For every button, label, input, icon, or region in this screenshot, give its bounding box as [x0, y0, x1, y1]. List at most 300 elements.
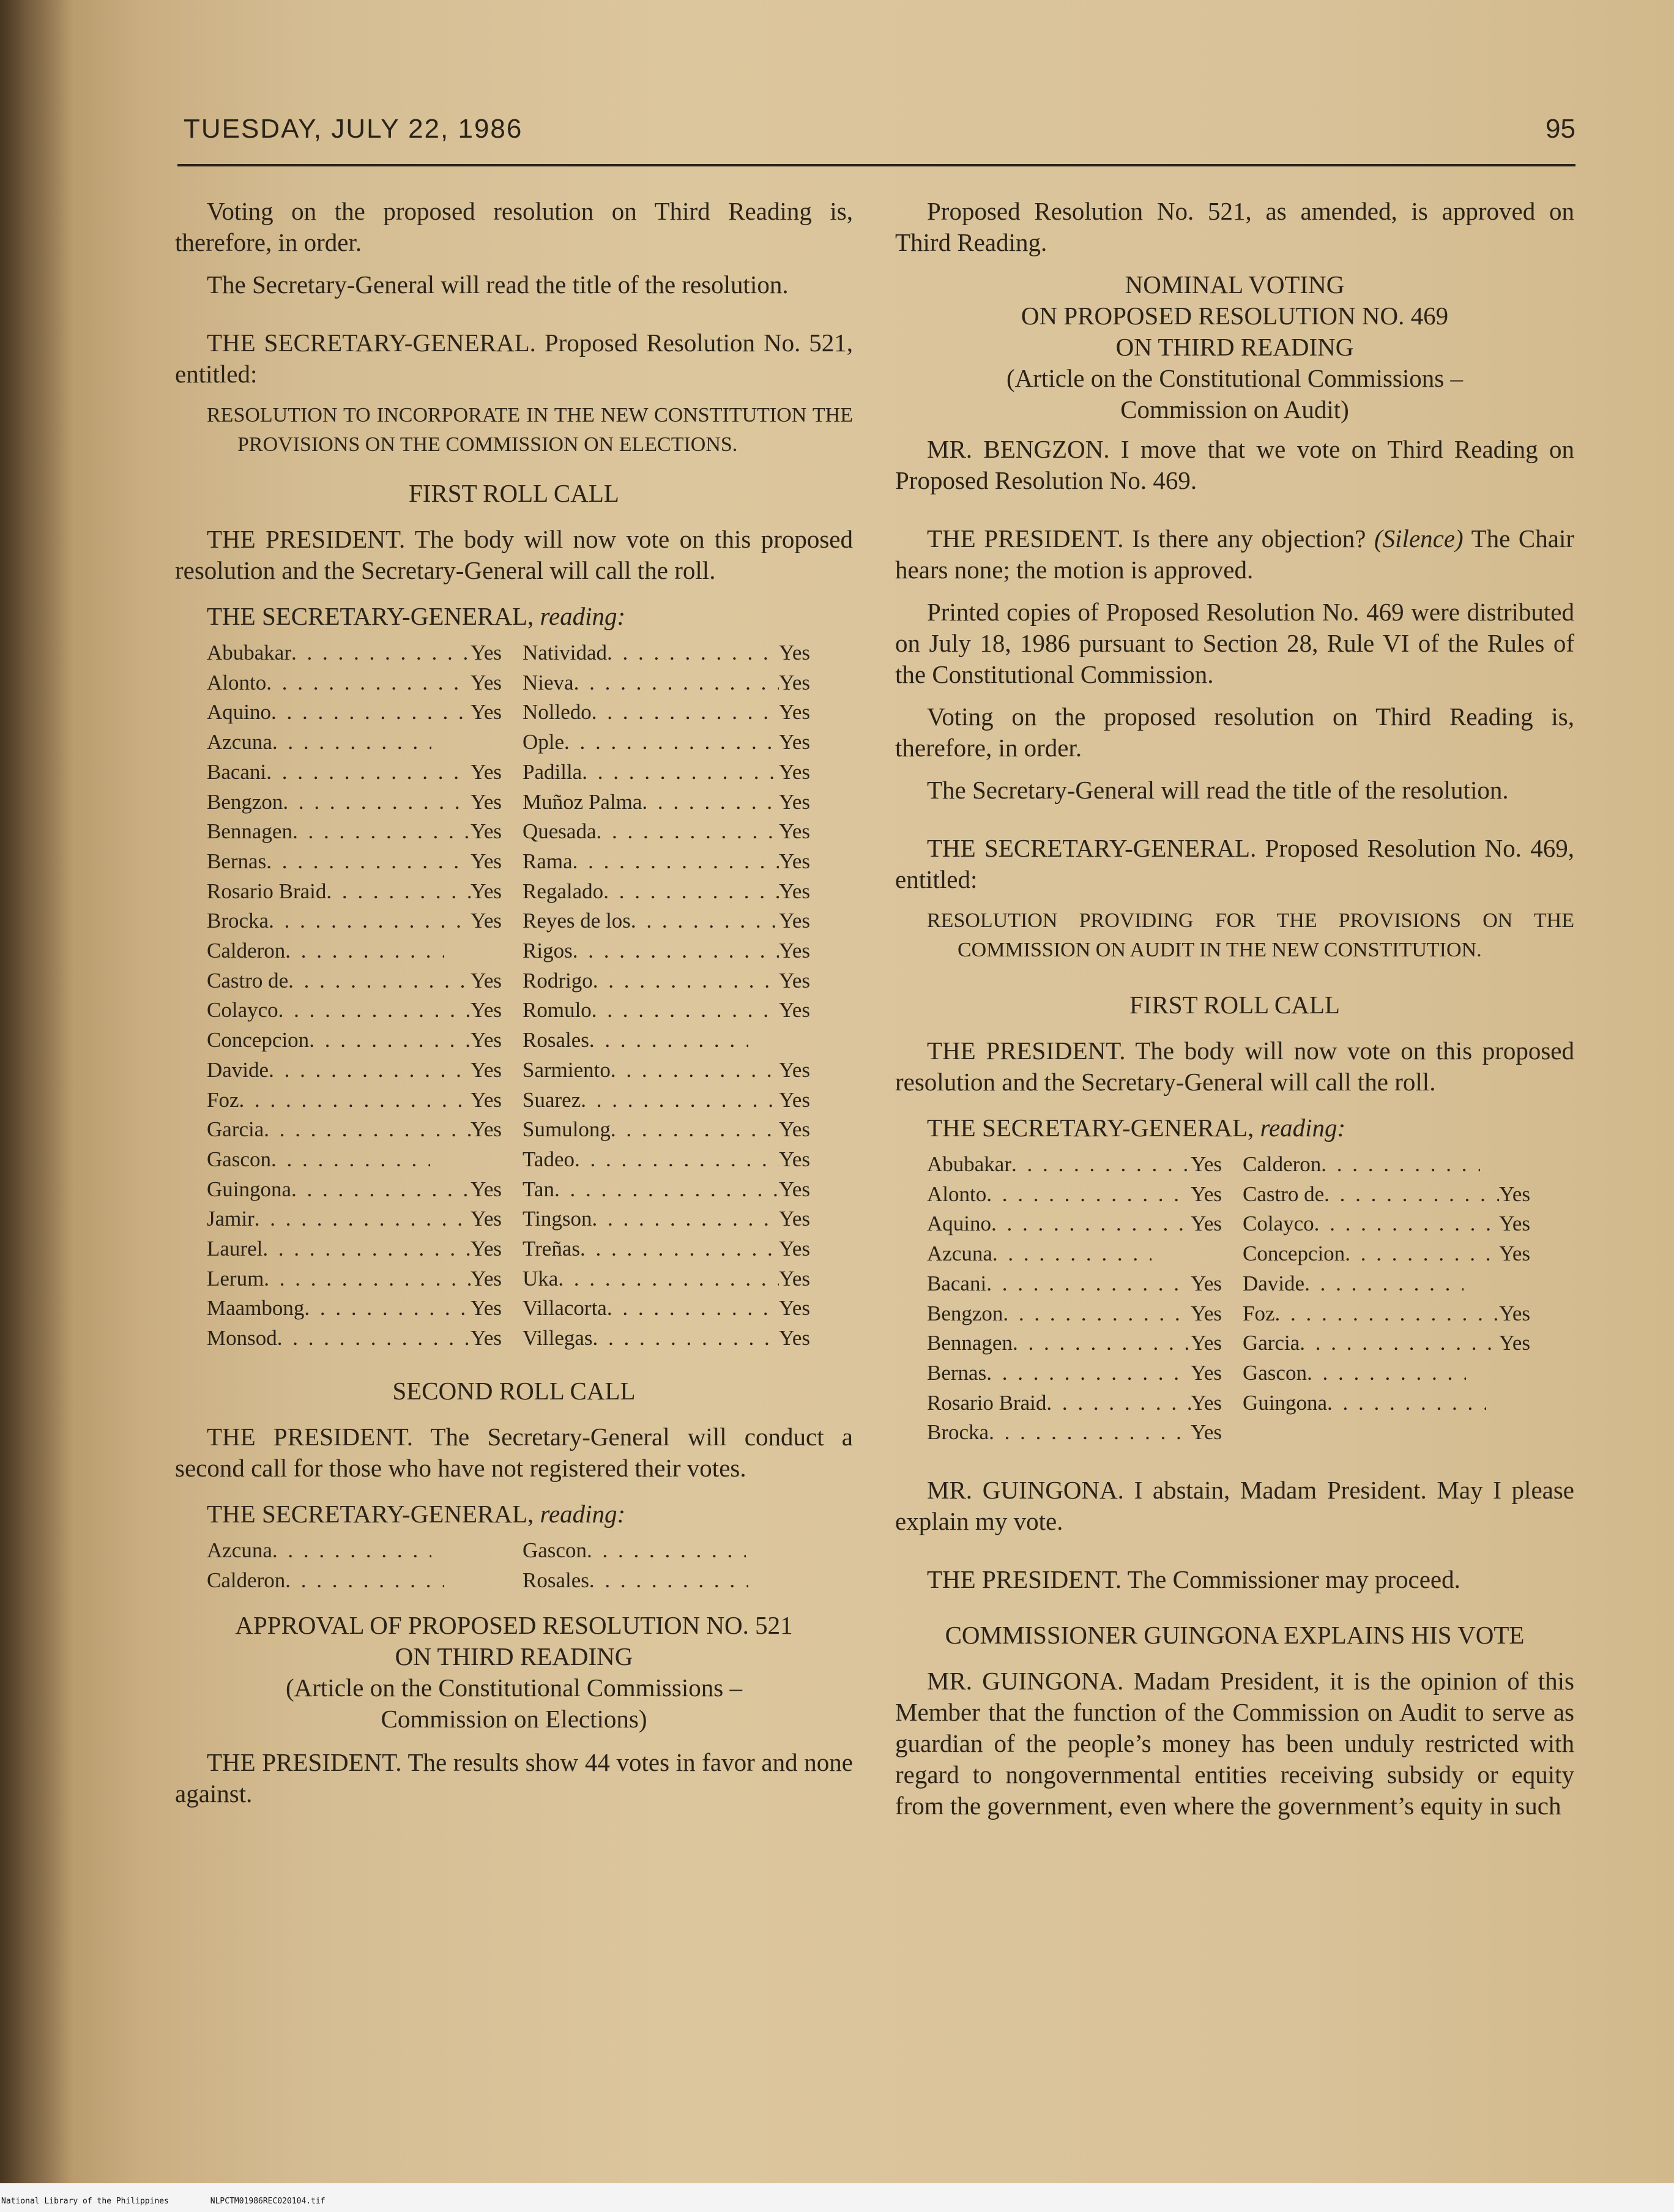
roll-entry [207, 1294, 502, 1324]
member-name: Rosario Braid [207, 879, 327, 903]
right-column [895, 196, 1574, 1833]
roll-entry [523, 847, 810, 877]
leader-dots [554, 1175, 779, 1205]
paragraph: THE SECRETARY-GENERAL. Proposed Resolution No. 521, entitled: [175, 329, 853, 388]
vote-value: Yes [471, 789, 502, 814]
member-name: Colayco [1243, 1212, 1314, 1236]
vote-value: Yes [1499, 1242, 1530, 1266]
paragraph: THE PRESIDENT. The body will now vote on this proposed resolution and the Secretary-General will call the roll. [175, 525, 853, 584]
leader-dots [285, 936, 444, 966]
leader-dots [603, 877, 779, 907]
member-name: Bernas [207, 849, 267, 873]
member-name: Concepcion [1243, 1242, 1345, 1266]
paragraph: Proposed Resolution No. 521, as amended, is approved on Third Reading. [895, 197, 1574, 256]
leader-dots [266, 847, 471, 877]
leader-dots [264, 1264, 471, 1294]
member-name: Nolledo [523, 700, 592, 724]
leader-dots [574, 668, 779, 698]
paragraph: THE PRESIDENT. The body will now vote on this proposed resolution and the Secretary-General will call the roll. [895, 1037, 1574, 1096]
paragraph: Voting on the proposed resolution on Third Reading is, therefore, in order. [895, 702, 1574, 762]
member-name: Aquino [207, 700, 271, 724]
member-name: Ople [523, 730, 565, 754]
roll-entry [207, 1056, 502, 1086]
vote-value: Yes [471, 1296, 502, 1320]
reading-speaker: THE SECRETARY-GENERAL, [927, 1114, 1254, 1142]
member-name: Villegas [523, 1326, 593, 1350]
reading-word: reading: [540, 1499, 626, 1528]
member-name: Azcuna [207, 730, 272, 754]
member-name: Bengzon [207, 789, 283, 814]
vote-value: Yes [1499, 1182, 1530, 1206]
roll-entry [523, 966, 810, 996]
leader-dots [269, 906, 471, 936]
leader-dots [592, 1204, 779, 1234]
leader-dots [1327, 1388, 1486, 1418]
roll-entry [207, 1536, 502, 1566]
roll-entry [927, 1388, 1222, 1418]
vote-value: Yes [779, 1266, 810, 1290]
leader-dots [989, 1418, 1191, 1448]
member-name: Regalado [523, 879, 604, 903]
reading-word: reading: [540, 602, 626, 630]
member-name: Rosales [523, 1568, 589, 1592]
roll-entry [523, 877, 810, 907]
member-name: Reyes de los [523, 909, 631, 933]
vote-value: Yes [1191, 1271, 1222, 1295]
leader-dots [277, 1324, 471, 1354]
leader-dots [309, 1026, 471, 1056]
vote-value: Yes [1191, 1420, 1222, 1445]
roll-entry [207, 966, 502, 996]
vote-value: Yes [471, 1028, 502, 1052]
vote-value: Yes [1191, 1331, 1222, 1355]
member-name: Calderon [207, 939, 286, 963]
vote-value: Yes [779, 1087, 810, 1112]
vote-value: Yes [779, 670, 810, 695]
roll-entry [927, 1209, 1222, 1239]
member-name: Davide [1243, 1271, 1305, 1295]
silence-note: (Silence) [1374, 524, 1464, 553]
leader-dots [558, 1264, 779, 1294]
approval-subheading: (Article on the Constitutional Commissions – [286, 1674, 742, 1702]
roll-entry [927, 1358, 1222, 1388]
member-name: Bacani [207, 759, 267, 784]
roll-entry [523, 1204, 810, 1234]
roll-entry [523, 817, 810, 847]
member-name: Castro de [207, 968, 289, 992]
roll-entry [207, 1145, 502, 1175]
leader-dots [271, 698, 471, 728]
member-name: Davide [207, 1057, 269, 1082]
paragraph: MR. GUINGONA. Madam President, it is the opinion of this Member that the function of the Commission on Audit to serve as guardian of the people’s money has been unduly restricted with regard to nongovernmental entities receiving subsidy or equity from the government, even where the government’s equity in such [895, 1667, 1574, 1820]
member-name: Alonto [927, 1182, 987, 1206]
nominal-heading: NOMINAL VOTING [1125, 270, 1345, 299]
leader-dots [589, 1566, 748, 1596]
leader-dots [986, 1180, 1191, 1210]
leader-dots [986, 1269, 1191, 1299]
member-name: Garcia [207, 1117, 264, 1142]
roll-entry [523, 996, 810, 1026]
leader-dots [1304, 1269, 1464, 1299]
roll-entry [1243, 1269, 1530, 1299]
roll-entry [523, 1566, 810, 1596]
roll-entry [207, 1204, 502, 1234]
roll-entry [1243, 1388, 1530, 1418]
vote-value: Yes [471, 1207, 502, 1231]
roll-entry [523, 1264, 810, 1294]
vote-value: Yes [1499, 1331, 1530, 1355]
leader-dots [1300, 1328, 1499, 1358]
leader-dots [580, 1234, 779, 1264]
roll-entry [207, 1175, 502, 1205]
roll-entry [207, 698, 502, 728]
leader-dots [592, 996, 779, 1026]
reading-speaker: THE SECRETARY-GENERAL, [207, 602, 534, 630]
leader-dots [1345, 1239, 1499, 1269]
roll-entry [523, 1145, 810, 1175]
roll-entry [523, 936, 810, 966]
roll-entry [523, 1115, 810, 1145]
leader-dots [272, 728, 431, 758]
leader-dots [1321, 1150, 1480, 1180]
leader-dots [266, 758, 471, 788]
roll-entry [207, 817, 502, 847]
leader-dots [266, 668, 471, 698]
roll-entry [1243, 1239, 1530, 1269]
leader-dots [255, 1204, 471, 1234]
leader-dots [564, 728, 779, 758]
member-name: Jamir [207, 1207, 255, 1231]
vote-value: Yes [779, 998, 810, 1022]
paragraph: The Secretary-General will read the title of the resolution. [927, 776, 1509, 804]
leader-dots [597, 817, 779, 847]
member-name: Tan [523, 1177, 554, 1201]
roll-entry [523, 1324, 810, 1354]
roll-entry [207, 1026, 502, 1056]
member-name: Azcuna [927, 1242, 992, 1266]
roll-entry [523, 1056, 810, 1086]
reading-line [207, 601, 853, 632]
vote-value: Yes [1191, 1182, 1222, 1206]
roll-entry [207, 1324, 502, 1354]
member-name: Rodrigo [523, 968, 593, 992]
roll-entry [523, 788, 810, 817]
leader-dots [593, 966, 779, 996]
member-name: Suarez [523, 1087, 581, 1112]
paragraph: MR. GUINGONA. I abstain, Madam President. May I please explain my vote. [895, 1476, 1574, 1536]
roll-entry [207, 668, 502, 698]
roll-entry [207, 728, 502, 758]
member-name: Aquino [927, 1212, 991, 1236]
roll-entry [207, 1264, 502, 1294]
president-question: THE PRESIDENT. Is there any objection? [927, 524, 1366, 553]
roll-entry [207, 788, 502, 817]
roll-column [523, 638, 810, 1354]
vote-value: Yes [471, 819, 502, 844]
vote-value: Yes [471, 998, 502, 1022]
member-name: Castro de [1243, 1182, 1325, 1206]
header-date: TUESDAY, JULY 22, 1986 [184, 114, 523, 144]
roll-column [1243, 1150, 1530, 1448]
leader-dots [575, 1145, 779, 1175]
page-number: 95 [1546, 114, 1575, 144]
leader-dots [292, 817, 471, 847]
member-name: Brocka [927, 1420, 989, 1445]
roll-entry [523, 906, 810, 936]
member-name: Bacani [927, 1271, 987, 1295]
member-name: Bernas [927, 1360, 987, 1385]
member-name: Natividad [523, 641, 608, 665]
roll-entry [1243, 1358, 1530, 1388]
member-name: Lerum [207, 1266, 264, 1290]
member-name: Garcia [1243, 1331, 1300, 1355]
section-heading: FIRST ROLL CALL [409, 479, 619, 507]
member-name: Rigos [523, 939, 573, 963]
vote-value: Yes [779, 1057, 810, 1082]
member-name: Maambong [207, 1296, 305, 1320]
vote-value: Yes [471, 879, 502, 903]
vote-value: Yes [779, 1326, 810, 1350]
vote-value: Yes [471, 968, 502, 992]
book-spine-shadow [0, 0, 73, 2183]
vote-value: Yes [779, 730, 810, 754]
paragraph: THE PRESIDENT. The Commissioner may proceed. [927, 1565, 1460, 1594]
member-name: Romulo [523, 998, 592, 1022]
roll-call-2 [207, 1536, 853, 1595]
vote-value: Yes [471, 1087, 502, 1112]
roll-column [207, 1536, 523, 1595]
member-name: Azcuna [207, 1538, 272, 1562]
vote-value: Yes [779, 1237, 810, 1261]
leader-dots [1046, 1388, 1191, 1418]
roll-entry [523, 728, 810, 758]
roll-entry [523, 668, 810, 698]
roll-entry [207, 936, 502, 966]
vote-value: Yes [1191, 1390, 1222, 1415]
leader-dots [1314, 1209, 1499, 1239]
reading-line [927, 1112, 1574, 1144]
approval-heading: APPROVAL OF PROPOSED RESOLUTION NO. 521 [235, 1611, 793, 1640]
member-name: Alonto [207, 670, 267, 695]
vote-value: Yes [1191, 1301, 1222, 1325]
roll-entry [207, 758, 502, 788]
member-name: Padilla [523, 759, 582, 784]
roll-entry [1243, 1150, 1530, 1180]
roll-entry [927, 1418, 1222, 1448]
leader-dots [269, 1056, 471, 1086]
member-name: Bennagen [927, 1331, 1013, 1355]
roll-entry [523, 1086, 810, 1115]
member-name: Abubakar [927, 1152, 1012, 1176]
roll-call-469 [927, 1150, 1574, 1448]
vote-value: Yes [779, 968, 810, 992]
roll-entry [927, 1150, 1222, 1180]
leader-dots [1307, 1358, 1466, 1388]
member-name: Tingson [523, 1207, 592, 1231]
member-name: Uka [523, 1266, 559, 1290]
vote-value: Yes [1191, 1152, 1222, 1176]
vote-value: Yes [471, 1177, 502, 1201]
nominal-heading: ON PROPOSED RESOLUTION NO. 469 [1021, 302, 1449, 330]
member-name: Rama [523, 849, 573, 873]
roll-entry [207, 1234, 502, 1264]
leader-dots [593, 1324, 779, 1354]
paragraph: THE PRESIDENT. The Secretary-General will conduct a second call for those who have not registered their votes. [175, 1422, 853, 1482]
reading-word: reading: [1260, 1114, 1346, 1142]
leader-dots [581, 1086, 779, 1115]
vote-value: Yes [779, 1147, 810, 1171]
member-name: Concepcion [207, 1028, 310, 1052]
member-name: Sumulong [523, 1117, 611, 1142]
member-name: Sarmiento [523, 1057, 611, 1082]
roll-entry [523, 1234, 810, 1264]
roll-entry [1243, 1209, 1530, 1239]
vote-value: Yes [471, 1237, 502, 1261]
member-name: Treñas [523, 1237, 580, 1261]
leader-dots [278, 996, 471, 1026]
reading-line [207, 1499, 853, 1530]
header-rule [177, 164, 1575, 166]
vote-value: Yes [471, 1117, 502, 1142]
leader-dots [607, 1294, 779, 1324]
paragraph: The Secretary-General will read the title of the resolution. [207, 270, 789, 299]
member-name: Tadeo [523, 1147, 575, 1171]
vote-value: Yes [471, 849, 502, 873]
leader-dots [573, 936, 779, 966]
member-name: Guingona [1243, 1390, 1328, 1415]
member-name: Foz [207, 1087, 239, 1112]
member-name: Monsod [207, 1326, 277, 1350]
vote-value: Yes [471, 700, 502, 724]
roll-entry [207, 1566, 502, 1596]
vote-value: Yes [471, 1326, 502, 1350]
member-name: Rosario Braid [927, 1390, 1047, 1415]
paragraph: THE SECRETARY-GENERAL. Proposed Resolution No. 469, entitled: [895, 834, 1574, 893]
member-name: Bengzon [927, 1301, 1003, 1325]
member-name: Brocka [207, 909, 269, 933]
member-name: Calderon [207, 1568, 286, 1592]
leader-dots [1013, 1328, 1191, 1358]
vote-value: Yes [779, 819, 810, 844]
roll-entry [207, 906, 502, 936]
vote-value: Yes [779, 700, 810, 724]
leader-dots [1324, 1180, 1499, 1210]
vote-value: Yes [779, 1117, 810, 1142]
motion-approved: The Chair hears none; the motion is approved. [895, 524, 1575, 584]
roll-entry [1243, 1328, 1530, 1358]
roll-entry [1243, 1299, 1530, 1329]
vote-value: Yes [1191, 1360, 1222, 1385]
vote-value: Yes [1499, 1301, 1530, 1325]
file-name: NLPCTM01986REC020104.tif [210, 2197, 326, 2206]
paragraph: THE PRESIDENT. The results show 44 votes in favor and none against. [175, 1748, 853, 1808]
member-name: Laurel [207, 1237, 263, 1261]
member-name: Gascon [1243, 1360, 1307, 1385]
running-header [184, 114, 1575, 169]
leader-dots [991, 1209, 1191, 1239]
member-name: Bennagen [207, 819, 292, 844]
leader-dots [631, 906, 779, 936]
leader-dots [611, 1056, 779, 1086]
roll-column [523, 1536, 810, 1595]
vote-value: Yes [779, 849, 810, 873]
nominal-heading: ON THIRD READING [1115, 333, 1354, 361]
leader-dots [271, 1145, 430, 1175]
leader-dots [326, 877, 471, 907]
leader-dots [288, 966, 471, 996]
leader-dots [1003, 1299, 1191, 1329]
approval-heading: ON THIRD READING [395, 1642, 633, 1671]
member-name: Gascon [207, 1147, 271, 1171]
vote-value: Yes [779, 939, 810, 963]
vote-value: Yes [471, 759, 502, 784]
vote-value: Yes [471, 1057, 502, 1082]
paragraph: MR. BENGZON. I move that we vote on Third Reading on Proposed Resolution No. 469. [895, 435, 1574, 494]
vote-value: Yes [779, 759, 810, 784]
leader-dots [291, 1175, 471, 1205]
vote-value: Yes [779, 789, 810, 814]
paragraph: Voting on the proposed resolution on Third Reading is, therefore, in order. [175, 197, 853, 256]
roll-entry [207, 638, 502, 668]
roll-column [927, 1150, 1243, 1448]
scan-footer [1, 2197, 362, 2206]
approval-subheading: Commission on Elections) [381, 1705, 647, 1733]
vote-value: Yes [471, 1266, 502, 1290]
member-name: Calderon [1243, 1152, 1322, 1176]
vote-value: Yes [471, 641, 502, 665]
nominal-subheading: (Article on the Constitutional Commissions – [1006, 364, 1463, 392]
left-column [175, 196, 853, 1820]
roll-entry [523, 1026, 810, 1056]
member-name: Foz [1243, 1301, 1275, 1325]
member-name: Nieva [523, 670, 574, 695]
roll-column [207, 638, 523, 1354]
leader-dots [992, 1239, 1151, 1269]
member-name: Muñoz Palma [523, 789, 642, 814]
member-name: Villacorta [523, 1296, 607, 1320]
member-name: Guingona [207, 1177, 292, 1201]
member-name: Colayco [207, 998, 278, 1022]
leader-dots [304, 1294, 471, 1324]
vote-value: Yes [779, 641, 810, 665]
vote-value: Yes [779, 1207, 810, 1231]
nominal-subheading: Commission on Audit) [1120, 395, 1349, 423]
roll-entry [927, 1269, 1222, 1299]
leader-dots [285, 1566, 444, 1596]
resolution-title-521: RESOLUTION TO INCORPORATE IN THE NEW CONSTITUTION THE PROVISIONS ON THE COMMISSION ON ELECTIONS. [207, 404, 853, 456]
roll-entry [207, 1086, 502, 1115]
roll-entry [927, 1239, 1222, 1269]
section-heading: COMMISSIONER GUINGONA EXPLAINS HIS VOTE [945, 1621, 1525, 1650]
leader-dots [1011, 1150, 1191, 1180]
vote-value: Yes [1191, 1212, 1222, 1236]
vote-value: Yes [471, 909, 502, 933]
roll-entry [207, 1115, 502, 1145]
paragraph: Printed copies of Proposed Resolution No. 469 were distributed on July 18, 1986 pursuant to Section 28, Rule VI of the Rules of the Constitutional Commission. [895, 598, 1574, 688]
leader-dots [262, 1234, 471, 1264]
vote-value: Yes [779, 1177, 810, 1201]
leader-dots [642, 788, 779, 817]
reading-speaker: THE SECRETARY-GENERAL, [207, 1499, 534, 1528]
member-name: Abubakar [207, 641, 292, 665]
roll-entry [207, 996, 502, 1026]
leader-dots [573, 847, 779, 877]
vote-value: Yes [471, 670, 502, 695]
roll-entry [523, 1294, 810, 1324]
roll-entry [523, 698, 810, 728]
leader-dots [1275, 1299, 1500, 1329]
leader-dots [607, 638, 779, 668]
